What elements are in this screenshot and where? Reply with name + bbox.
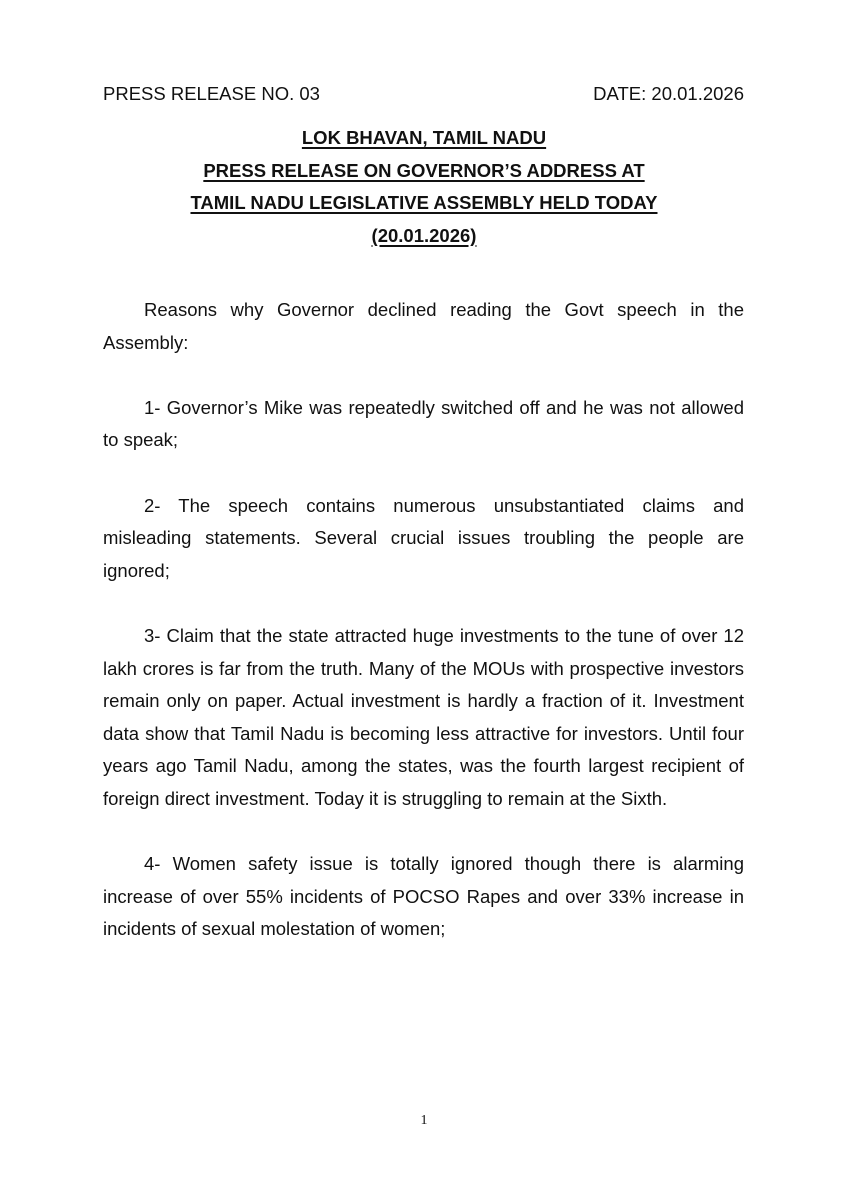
release-date: DATE: 20.01.2026 xyxy=(593,83,744,104)
title-line-1: LOK BHAVAN, TAMIL NADU xyxy=(301,127,547,148)
point-2-paragraph: 2- The speech contains numerous unsubstantiated claims and misleading statements. Several crucial issues troubling the people are ignored; xyxy=(103,494,744,581)
point-3-paragraph: 3- Claim that the state attracted huge investments to the tune of over 12 lakh crores is far from the truth. Many of the MOUs with prospective investors remain only on paper. Actual investment is hardly a fraction of it. Investment data show that Tamil Nadu is becoming less attractive for investors. Until four years ago Tamil Nadu, among the states, was the fourth largest recipient of foreign direct investment. Today it is struggling to remain at the Sixth. xyxy=(103,624,744,809)
document-body xyxy=(103,294,744,978)
page-number: 1 xyxy=(420,1113,428,1128)
point-1-paragraph: 1- Governor’s Mike was repeatedly switched off and he was not allowed to speak; xyxy=(103,396,744,451)
title-line-2: PRESS RELEASE ON GOVERNOR’S ADDRESS AT xyxy=(203,159,645,181)
point-4-paragraph: 4- Women safety issue is totally ignored though there is alarming increase of over 55% incidents of POCSO Rapes and over 33% increase in incidents of sexual molestation of women; xyxy=(103,853,744,940)
press-release-number: PRESS RELEASE NO. 03 xyxy=(103,83,320,104)
document-header xyxy=(103,81,744,107)
title-line-4: (20.01.2026) xyxy=(371,224,477,246)
intro-paragraph: Reasons why Governor declined reading the Govt speech in the Assembly: xyxy=(103,299,744,353)
title-line-3: TAMIL NADU LEGISLATIVE ASSEMBLY HELD TODAY xyxy=(190,192,658,213)
title-block xyxy=(0,122,848,252)
